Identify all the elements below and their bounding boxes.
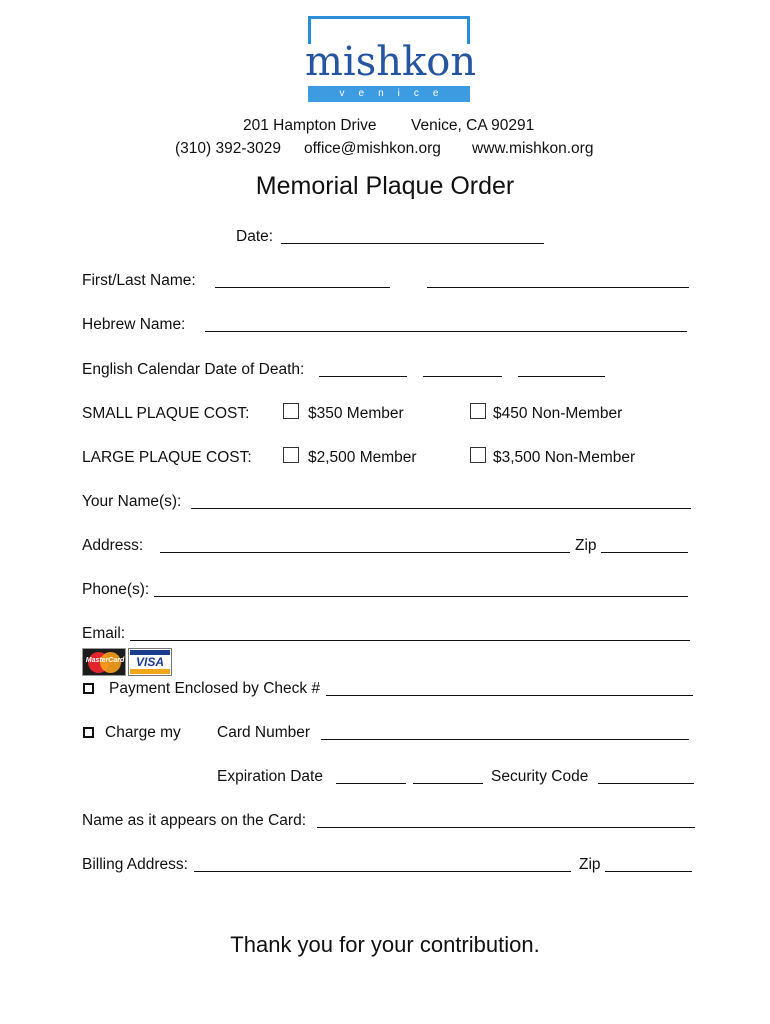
large-plaque-cost-label: LARGE PLAQUE COST: bbox=[82, 449, 252, 466]
large-member-option: $2,500 Member bbox=[308, 449, 417, 466]
zip-label: Zip bbox=[575, 537, 597, 554]
contact-website: www.mishkon.org bbox=[472, 140, 594, 157]
expiration-month-field[interactable] bbox=[336, 783, 406, 784]
address-field[interactable] bbox=[160, 552, 570, 553]
death-date-label: English Calendar Date of Death: bbox=[82, 361, 305, 378]
contact-phone: (310) 392-3029 bbox=[175, 140, 281, 157]
email-label: Email: bbox=[82, 625, 126, 642]
death-date-year-field[interactable] bbox=[518, 376, 605, 377]
security-code-label: Security Code bbox=[491, 768, 589, 785]
billing-address-field[interactable] bbox=[194, 871, 571, 872]
contact-email: office@mishkon.org bbox=[304, 140, 441, 157]
small-nonmember-checkbox[interactable] bbox=[470, 403, 486, 419]
phones-field[interactable] bbox=[154, 596, 688, 597]
address-street: 201 Hampton Drive bbox=[243, 117, 377, 134]
logo-wordmark: mishkon bbox=[305, 39, 477, 85]
large-nonmember-checkbox[interactable] bbox=[470, 447, 486, 463]
small-plaque-cost-label: SMALL PLAQUE COST: bbox=[82, 405, 250, 422]
card-number-field[interactable] bbox=[321, 739, 689, 740]
date-field[interactable] bbox=[281, 243, 544, 244]
check-number-field[interactable] bbox=[326, 695, 693, 696]
your-names-label: Your Name(s): bbox=[82, 493, 182, 510]
mastercard-logo: MasterCard bbox=[82, 648, 126, 676]
death-date-day-field[interactable] bbox=[423, 376, 502, 377]
logo-tagline: venice bbox=[308, 86, 470, 102]
date-label: Date: bbox=[236, 228, 274, 245]
visa-logo: VISA bbox=[128, 648, 172, 676]
zip-field[interactable] bbox=[601, 552, 688, 553]
mishkon-logo bbox=[305, 16, 475, 98]
billing-zip-field[interactable] bbox=[605, 871, 692, 872]
last-name-field[interactable] bbox=[427, 287, 689, 288]
security-code-field[interactable] bbox=[598, 783, 694, 784]
hebrew-name-field[interactable] bbox=[205, 331, 687, 332]
small-member-option: $350 Member bbox=[308, 405, 404, 422]
small-nonmember-option: $450 Non-Member bbox=[493, 405, 623, 422]
thank-you-message: Thank you for your contribution. bbox=[230, 932, 540, 957]
phones-label: Phone(s): bbox=[82, 581, 150, 598]
page-title: Memorial Plaque Order bbox=[255, 172, 515, 200]
name-on-card-label: Name as it appears on the Card: bbox=[82, 812, 307, 829]
large-member-checkbox[interactable] bbox=[283, 447, 299, 463]
hebrew-name-label: Hebrew Name: bbox=[82, 316, 186, 333]
large-nonmember-option: $3,500 Non-Member bbox=[493, 449, 636, 466]
expiration-label: Expiration Date bbox=[217, 768, 323, 785]
death-date-month-field[interactable] bbox=[319, 376, 407, 377]
email-field[interactable] bbox=[130, 640, 690, 641]
charge-card-label: Charge my bbox=[105, 724, 181, 741]
check-payment-label: Payment Enclosed by Check # bbox=[109, 680, 321, 697]
billing-address-label: Billing Address: bbox=[82, 856, 188, 873]
address-city: Venice, CA 90291 bbox=[411, 117, 535, 134]
billing-zip-label: Zip bbox=[579, 856, 601, 873]
first-name-field[interactable] bbox=[215, 287, 390, 288]
charge-card-checkbox[interactable] bbox=[83, 727, 94, 738]
check-payment-checkbox[interactable] bbox=[83, 683, 94, 694]
address-label: Address: bbox=[82, 537, 144, 554]
first-last-name-label: First/Last Name: bbox=[82, 272, 196, 289]
name-on-card-field[interactable] bbox=[317, 827, 695, 828]
card-number-label: Card Number bbox=[217, 724, 311, 741]
your-names-field[interactable] bbox=[191, 508, 691, 509]
expiration-year-field[interactable] bbox=[413, 783, 483, 784]
small-member-checkbox[interactable] bbox=[283, 403, 299, 419]
